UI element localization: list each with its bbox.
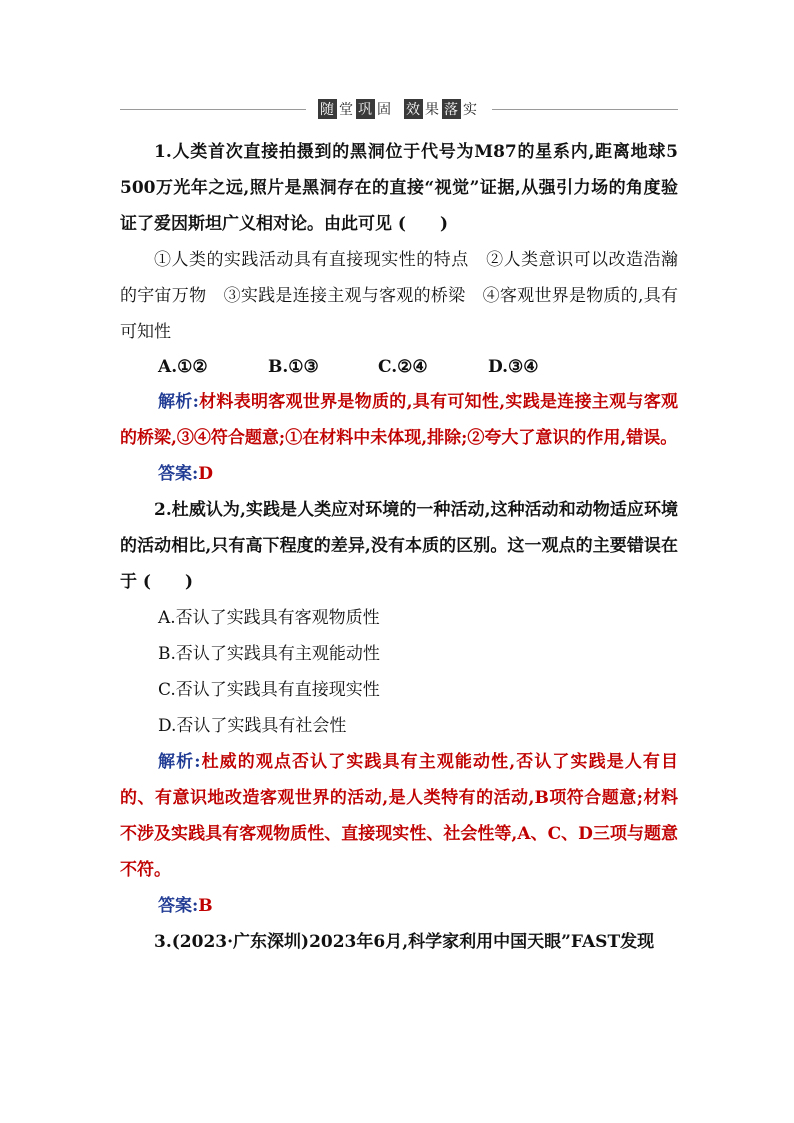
q2-answer-value: B: [198, 896, 213, 916]
q2-option-b: B.否认了实践具有主观能动性: [158, 644, 380, 664]
section-title: [318, 99, 480, 119]
section-header: [120, 96, 678, 122]
title-char: 固: [377, 102, 392, 118]
title-char: 效: [404, 99, 423, 119]
q2-option-c: C.否认了实践具有直接现实性: [158, 680, 380, 700]
q2-answer-label: 答案:: [158, 896, 199, 916]
q1-analysis: [120, 384, 678, 456]
q1-stem: 1.人类首次直接拍摄到的黑洞位于代号为M87的星系内,距离地球5 500万光年之远,照片是黑洞存在的直接“视觉”证据,从强引力场的角度验证了爱因斯坦广义相对论。由此可见 ( ): [120, 142, 678, 234]
title-char: 实: [463, 102, 478, 118]
q2-analysis-text: 杜威的观点否认了实践具有主观能动性,否认了实践是人有目的、有意识地改造客观世界的活动,是人类特有的活动,B项符合题意;材料不涉及实践具有客观物质性、直接现实性、社会性等,A、C、D三项与题意不符。: [120, 752, 678, 880]
q1-options: [120, 350, 678, 384]
q2-stem: 2.杜威认为,实践是人类应对环境的一种活动,这种活动和动物适应环境的活动相比,只有高下程度的差异,没有本质的区别。这一观点的主要错误在于 ( ): [120, 500, 678, 592]
q1-option-a: A.①②: [158, 357, 208, 377]
header-rule-right: [492, 109, 678, 110]
q1-analysis-text: 材料表明客观世界是物质的,具有可知性,实践是连接主观与客观的桥梁,③④符合题意;①在材料中未体现,排除;②夸大了意识的作用,错误。: [120, 392, 678, 448]
q1-statements: ①人类的实践活动具有直接现实性的特点 ②人类意识可以改造浩瀚的宇宙万物 ③实践是连接主观与客观的桥梁 ④客观世界是物质的,具有可知性: [120, 250, 678, 342]
q1-option-c: C.②④: [378, 357, 428, 377]
title-char: 落: [442, 99, 461, 119]
title-char: 果: [425, 102, 440, 118]
title-char: 随: [318, 99, 337, 119]
questions: [120, 134, 678, 960]
q1-analysis-label: 解析:: [158, 392, 199, 412]
q2-analysis: [120, 744, 678, 888]
q2-analysis-label: 解析:: [158, 752, 201, 772]
q1-answer-label: 答案:: [158, 464, 199, 484]
q3-stem: 3.(2023·广东深圳)2023年6月,科学家利用中国天眼”FAST发现: [154, 932, 655, 952]
q1-option-b: B.①③: [268, 357, 319, 377]
q2-option-a: A.否认了实践具有客观物质性: [158, 608, 380, 628]
title-char: 巩: [356, 99, 375, 119]
q2-option-d: D.否认了实践具有社会性: [158, 716, 347, 736]
header-rule-left: [120, 109, 306, 110]
q1-option-d: D.③④: [488, 357, 539, 377]
title-char: 堂: [339, 102, 354, 118]
q1-answer-value: D: [198, 464, 214, 484]
q1-answer: [120, 456, 678, 492]
q2-answer: [120, 888, 678, 924]
